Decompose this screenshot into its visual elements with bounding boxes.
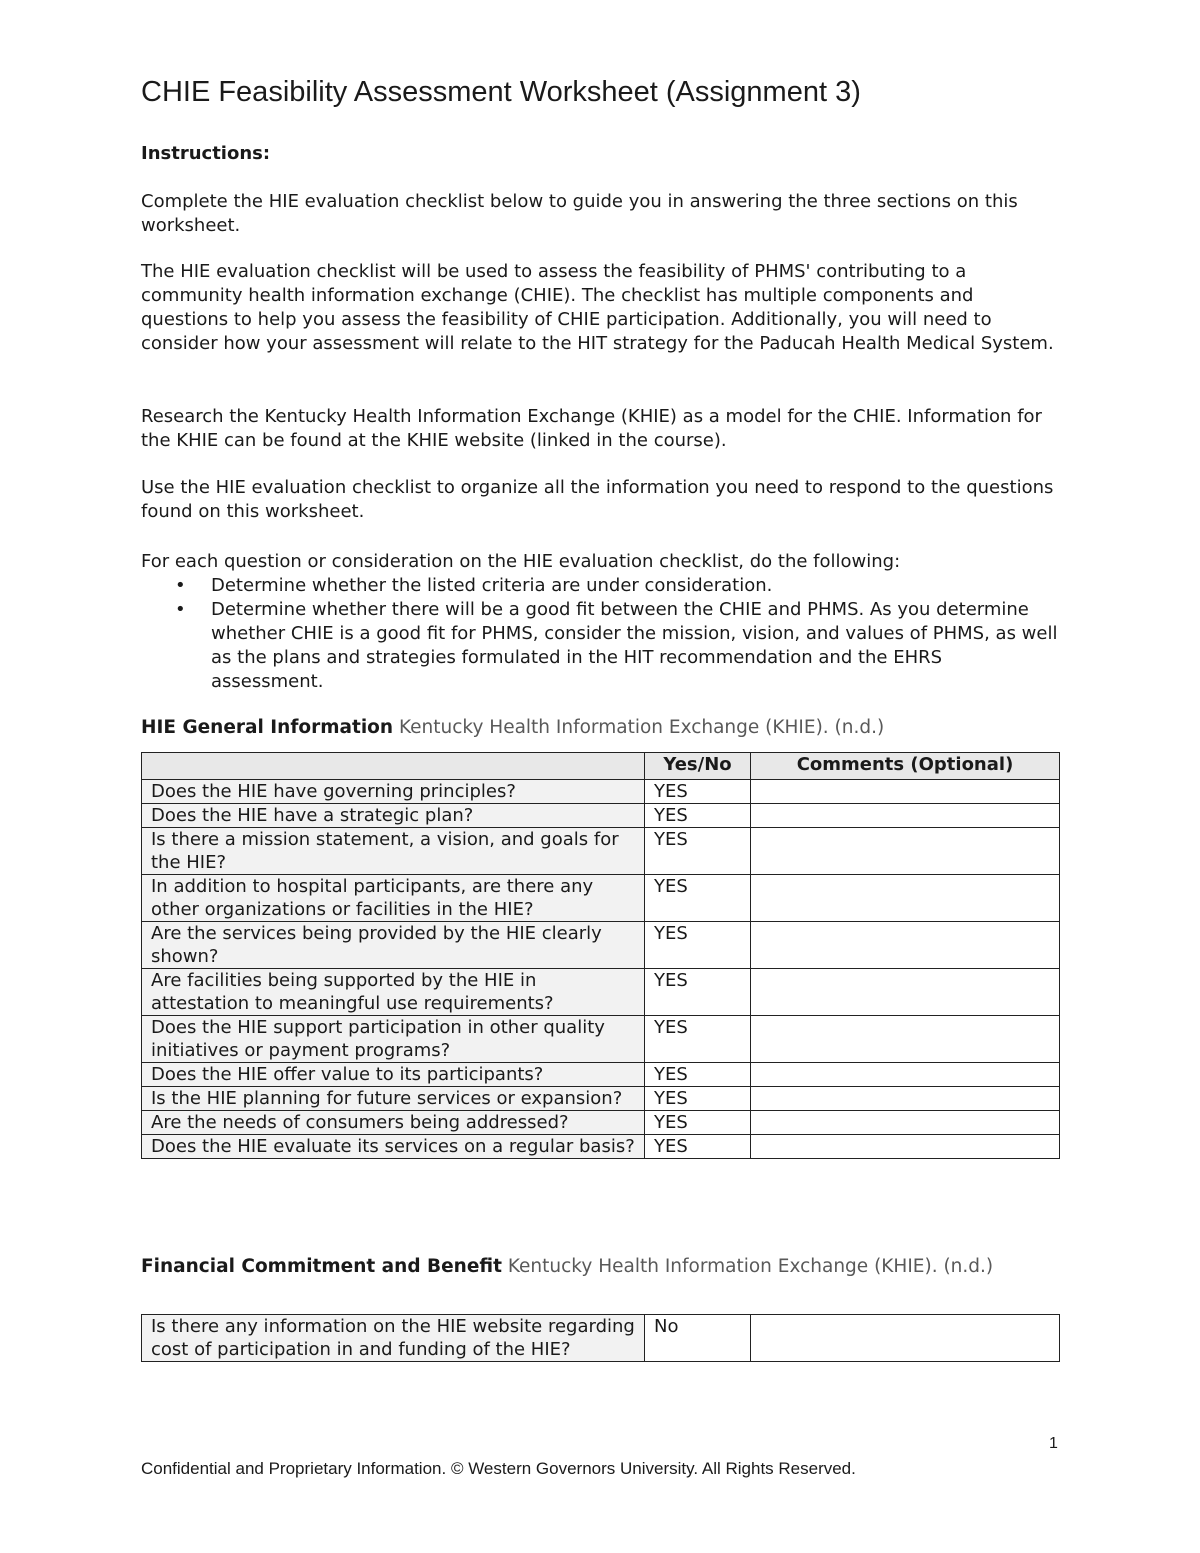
header-comments: Comments (Optional) bbox=[751, 753, 1060, 780]
table-row bbox=[142, 969, 1060, 1016]
table-row bbox=[142, 828, 1060, 875]
comment-cell bbox=[751, 875, 1060, 922]
comment-cell bbox=[751, 780, 1060, 804]
question-cell: Does the HIE evaluate its services on a regular basis? bbox=[142, 1135, 645, 1159]
question-cell: Does the HIE have governing principles? bbox=[142, 780, 645, 804]
question-cell: In addition to hospital participants, are there any other organizations or facilities in the HIE? bbox=[142, 875, 645, 922]
page-title: CHIE Feasibility Assessment Worksheet (Assignment 3) bbox=[141, 76, 861, 108]
answer-cell: YES bbox=[645, 1016, 751, 1063]
answer-cell: YES bbox=[645, 875, 751, 922]
answer-cell: YES bbox=[645, 780, 751, 804]
table-row bbox=[142, 1016, 1060, 1063]
bullet-icon: • bbox=[175, 575, 186, 596]
table-row bbox=[142, 1063, 1060, 1087]
paragraph-1: Complete the HIE evaluation checklist below to guide you in answering the three sections on this worksheet. bbox=[141, 191, 1018, 236]
table-row bbox=[142, 1135, 1060, 1159]
question-cell: Does the HIE have a strategic plan? bbox=[142, 804, 645, 828]
bullet-text: Determine whether there will be a good fit between the CHIE and PHMS. As you determine whether CHIE is a good fit for PHMS, consider the mission, vision, and values of PHMS, as well as the plans and strategies formulated in the HIT recommendation and the EHRS assessment. bbox=[211, 599, 1058, 692]
table-row bbox=[142, 875, 1060, 922]
paragraph-5: For each question or consideration on the HIE evaluation checklist, do the following: bbox=[141, 551, 901, 572]
bullet-item bbox=[141, 598, 1059, 694]
paragraph-4: Use the HIE evaluation checklist to organize all the information you need to respond to the questions found on this worksheet. bbox=[141, 477, 1054, 522]
comment-cell bbox=[751, 922, 1060, 969]
comment-cell bbox=[751, 1135, 1060, 1159]
question-cell: Is there any information on the HIE website regarding cost of participation in and funding of the HIE? bbox=[142, 1315, 645, 1362]
answer-cell: YES bbox=[645, 1063, 751, 1087]
header-question bbox=[142, 753, 645, 780]
section2-heading bbox=[141, 1255, 1059, 1279]
table-row bbox=[142, 1111, 1060, 1135]
table-row bbox=[142, 780, 1060, 804]
bullet-icon: • bbox=[175, 599, 186, 620]
comment-cell bbox=[751, 804, 1060, 828]
answer-cell: YES bbox=[645, 804, 751, 828]
section2-title: Financial Commitment and Benefit bbox=[141, 1256, 502, 1277]
comment-cell bbox=[751, 1111, 1060, 1135]
section1-heading bbox=[141, 716, 1059, 740]
question-cell: Are facilities being supported by the HIE in attestation to meaningful use requirements? bbox=[142, 969, 645, 1016]
question-cell: Is there a mission statement, a vision, and goals for the HIE? bbox=[142, 828, 645, 875]
comment-cell bbox=[751, 828, 1060, 875]
financial-table bbox=[141, 1314, 1060, 1362]
paragraph-3: Research the Kentucky Health Information Exchange (KHIE) as a model for the CHIE. Information for the KHIE can be found at the KHIE website (linked in the course). bbox=[141, 406, 1042, 451]
table-row bbox=[142, 804, 1060, 828]
bullet-text: Determine whether the listed criteria are under consideration. bbox=[211, 575, 773, 596]
paragraph-2: The HIE evaluation checklist will be used to assess the feasibility of PHMS' contributing to a community health information exchange (CHIE). The checklist has multiple components and questions to help you assess the feasibility of CHIE participation. Additionally, you will need to consider how your assessment will relate to the HIT strategy for the Paducah Health Medical System. bbox=[141, 261, 1054, 354]
answer-cell: YES bbox=[645, 828, 751, 875]
instructions-heading: Instructions: bbox=[141, 143, 271, 164]
comment-cell bbox=[751, 1315, 1060, 1362]
question-cell: Does the HIE offer value to its participants? bbox=[142, 1063, 645, 1087]
footer-text: Confidential and Proprietary Information. © Western Governors University. All Rights Reserved. bbox=[141, 1459, 856, 1478]
question-cell: Are the needs of consumers being addressed? bbox=[142, 1111, 645, 1135]
comment-cell bbox=[751, 1063, 1060, 1087]
comment-cell bbox=[751, 1087, 1060, 1111]
answer-cell: YES bbox=[645, 1135, 751, 1159]
header-yes-no: Yes/No bbox=[645, 753, 751, 780]
answer-cell: No bbox=[645, 1315, 751, 1362]
answer-cell: YES bbox=[645, 1111, 751, 1135]
answer-cell: YES bbox=[645, 969, 751, 1016]
bullet-item bbox=[141, 574, 1059, 598]
answer-cell: YES bbox=[645, 922, 751, 969]
table-row bbox=[142, 922, 1060, 969]
question-cell: Is the HIE planning for future services or expansion? bbox=[142, 1087, 645, 1111]
comment-cell bbox=[751, 1016, 1060, 1063]
section2-source: Kentucky Health Information Exchange (KHIE). (n.d.) bbox=[507, 1256, 994, 1277]
answer-cell: YES bbox=[645, 1087, 751, 1111]
section1-title: HIE General Information bbox=[141, 717, 394, 738]
table-row bbox=[142, 1087, 1060, 1111]
table-header-row bbox=[142, 753, 1060, 780]
question-cell: Are the services being provided by the HIE clearly shown? bbox=[142, 922, 645, 969]
general-info-table bbox=[141, 752, 1060, 1159]
comment-cell bbox=[751, 969, 1060, 1016]
question-cell: Does the HIE support participation in other quality initiatives or payment programs? bbox=[142, 1016, 645, 1063]
table-row bbox=[142, 1315, 1060, 1362]
section1-source: Kentucky Health Information Exchange (KHIE). (n.d.) bbox=[398, 717, 885, 738]
page-number: 1 bbox=[1049, 1435, 1058, 1452]
instruction-bullets bbox=[141, 574, 1059, 694]
